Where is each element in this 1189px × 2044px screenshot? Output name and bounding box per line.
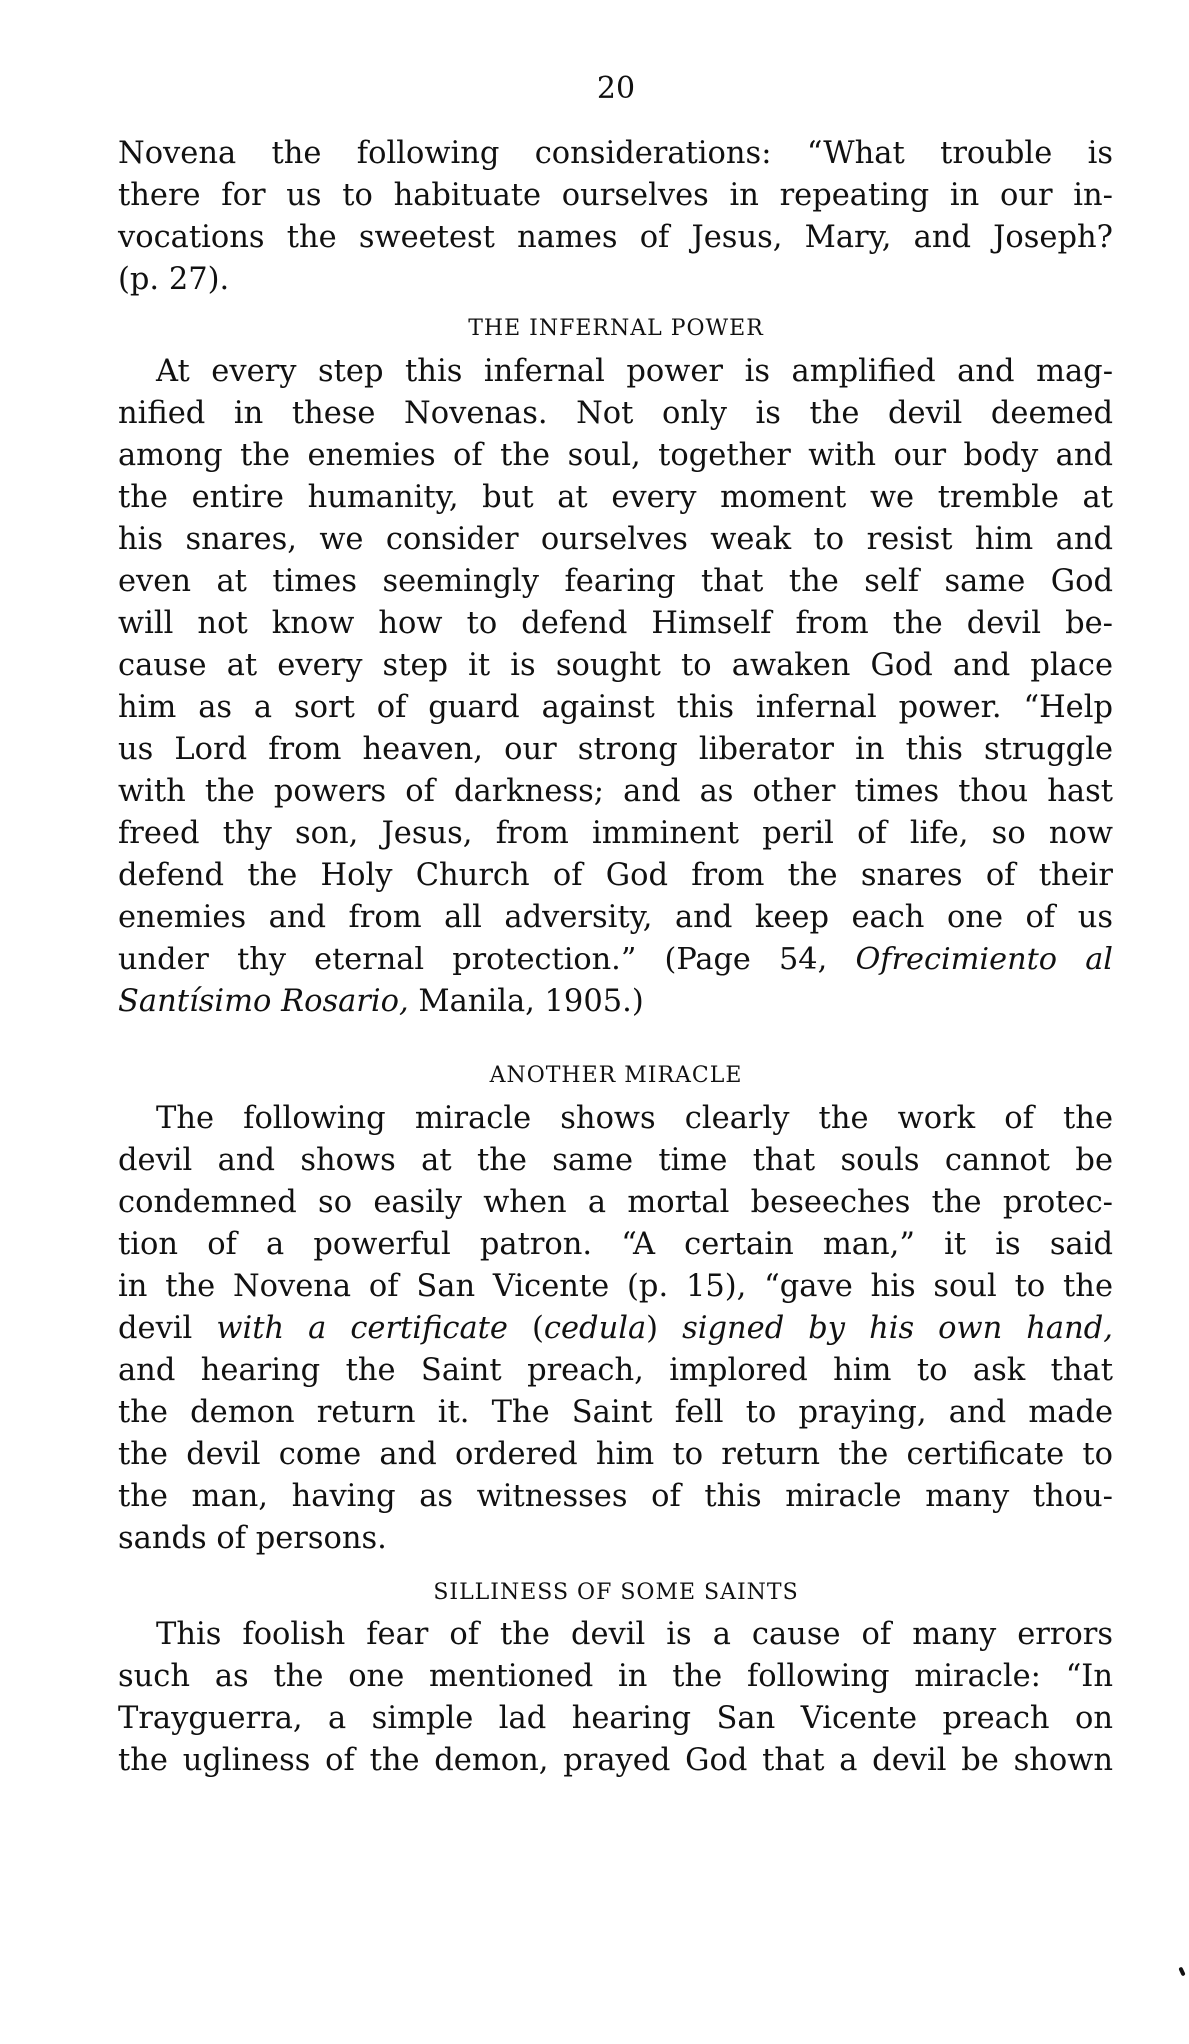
text-line: the devil come and ordered him to return the certificate to — [118, 1437, 1113, 1472]
citation-title-italic: Santísimo Rosario, — [118, 984, 409, 1019]
text-line: with the powers of darkness; and as other times thou hast — [118, 774, 1113, 809]
section-heading-another-miracle: ANOTHER MIRACLE — [489, 1063, 743, 1088]
paragraph-another-miracle — [118, 1098, 1113, 1560]
page-number: 20 — [596, 71, 636, 106]
text-line: sands of persons. — [118, 1521, 387, 1556]
text-fragment: devil — [118, 1311, 217, 1346]
text-line: The following miracle shows clearly the work of the — [156, 1101, 1113, 1136]
text-line: us Lord from heaven, our strong liberator in this struggle — [118, 732, 1113, 767]
text-line: (p. 27). — [118, 262, 230, 297]
text-line: even at times seemingly fearing that the self same God — [118, 564, 1113, 599]
text-line: devil and shows at the same time that souls cannot be — [118, 1143, 1113, 1178]
text-line: freed thy son, Jesus, from imminent peril of life, so now — [118, 816, 1113, 851]
section-heading-infernal-power: THE INFERNAL POWER — [468, 316, 764, 341]
text-line: in the Novena of San Vicente (p. 15), “gave his soul to the — [118, 1269, 1113, 1304]
text-line: the ugliness of the demon, prayed God that a devil be shown — [118, 1743, 1113, 1778]
italic-fragment: cedula — [543, 1311, 647, 1346]
paragraph-silliness — [118, 1614, 1113, 1782]
text-line: cause at every step it is sought to awaken God and place — [118, 648, 1113, 683]
citation-text: under thy eternal protection.” (Page 54, — [118, 942, 856, 977]
text-line: will not know how to defend Himself from the devil be- — [118, 606, 1113, 641]
text-line: tion of a powerful patron. “A certain man,” it is said — [118, 1227, 1113, 1262]
text-line: his snares, we consider ourselves weak to resist him and — [118, 522, 1113, 557]
text-line: condemned so easily when a mortal beseeches the protec- — [118, 1185, 1113, 1220]
text-fragment: ) — [646, 1311, 683, 1346]
italic-fragment: signed by his own hand, — [682, 1311, 1113, 1346]
citation-text: Manila, 1905.) — [408, 984, 644, 1019]
text-line: there for us to habituate ourselves in repeating in our in- — [118, 178, 1113, 213]
citation-title-italic: Ofrecimiento al — [855, 942, 1114, 977]
text-line: defend the Holy Church of God from the snares of their — [118, 858, 1113, 893]
scan-speck-mark — [1178, 1967, 1185, 1977]
text-line-citation — [118, 939, 1113, 981]
text-line-citation-end — [118, 981, 1113, 1023]
text-line: nified in these Novenas. Not only is the devil deemed — [118, 396, 1113, 431]
text-line: among the enemies of the soul, together with our body and — [118, 438, 1113, 473]
text-line: Trayguerra, a simple lad hearing San Vicente preach on — [118, 1701, 1113, 1736]
text-line: enemies and from all adversity, and keep each one of us — [118, 900, 1113, 935]
italic-fragment: with a certificate — [216, 1311, 508, 1346]
text-line: At every step this infernal power is amplified and mag- — [156, 354, 1113, 389]
text-line: This foolish fear of the devil is a cause of many errors — [156, 1617, 1113, 1652]
text-line: him as a sort of guard against this infernal power. “Help — [118, 690, 1113, 725]
text-line: such as the one mentioned in the following miracle: “In — [118, 1659, 1113, 1694]
text-line: vocations the sweetest names of Jesus, Mary, and Joseph? — [118, 220, 1113, 255]
paragraph-infernal-power — [118, 351, 1113, 1023]
text-line: the entire humanity, but at every moment we tremble at — [118, 480, 1113, 515]
text-line: the man, having as witnesses of this miracle many thou- — [118, 1479, 1113, 1514]
section-heading-silliness-of-some-saints: SILLINESS OF SOME SAINTS — [433, 1580, 799, 1605]
text-line-italic-mixed — [118, 1308, 1113, 1350]
text-fragment: ( — [507, 1311, 544, 1346]
text-line: and hearing the Saint preach, implored him to ask that — [118, 1353, 1113, 1388]
text-line: Novena the following considerations: “What trouble is — [118, 136, 1113, 171]
text-line: the demon return it. The Saint fell to praying, and made — [118, 1395, 1113, 1430]
paragraph-continuation — [118, 133, 1113, 301]
